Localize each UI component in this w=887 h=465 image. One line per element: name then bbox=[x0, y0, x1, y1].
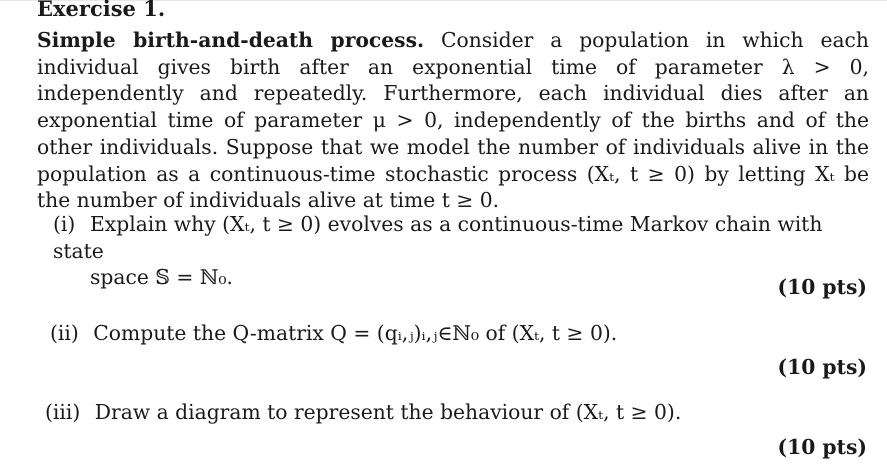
points-badge: (10 pts) bbox=[777, 435, 867, 459]
question-number: (i) bbox=[53, 212, 76, 236]
question-text: Compute the Q-matrix Q = (qᵢ,ⱼ)ᵢ,ⱼ∈ℕ₀ of (Xₜ, t ≥ 0). bbox=[93, 321, 618, 345]
question-iii bbox=[45, 399, 681, 426]
question-i bbox=[53, 211, 869, 291]
question-text-line1: Explain why (Xₜ, t ≥ 0) evolves as a continuous-time Markov chain with state bbox=[53, 212, 823, 263]
exercise-body: Consider a population in which each individual gives birth after an exponential time of parameter λ > 0, independently and repeatedly. Furthermore, each individual dies after an exponential time of parameter μ > 0, independently of the births and of the other individuals. Suppose that we model the number of individuals alive in the population as a continuous-time stochastic process (Xₜ, t ≥ 0) by letting Xₜ be the number of individuals alive at time t ≥ 0. bbox=[37, 28, 869, 213]
exercise-lead: Simple birth-and-death process. bbox=[37, 28, 425, 52]
exercise-title: Exercise 1. bbox=[37, 0, 166, 21]
question-text: Draw a diagram to represent the behaviour of (Xₜ, t ≥ 0). bbox=[94, 400, 682, 424]
question-number: (ii) bbox=[50, 321, 79, 345]
question-number: (iii) bbox=[45, 400, 81, 424]
points-badge: (10 pts) bbox=[777, 355, 867, 379]
exercise-statement bbox=[37, 27, 869, 214]
question-ii bbox=[50, 320, 617, 347]
question-text-line2: space 𝕊 = ℕ₀. bbox=[90, 265, 233, 290]
points-badge: (10 pts) bbox=[777, 275, 867, 299]
